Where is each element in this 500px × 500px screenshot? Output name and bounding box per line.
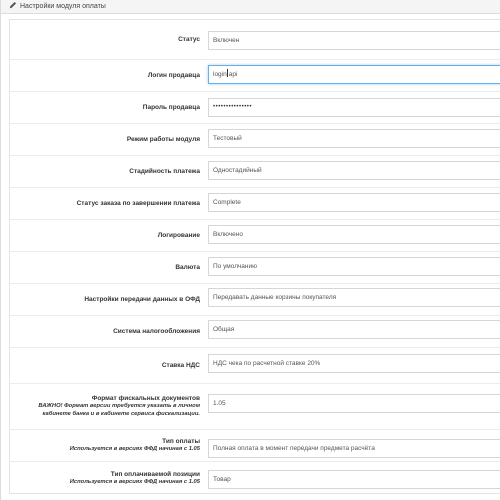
order-status-label: Статус заказа по завершении платежа — [76, 199, 200, 207]
position-type-select[interactable]: Товар — [208, 470, 500, 489]
ffd-format-note-line-2: кабинете банка и в кабинете сервиса фискализации. — [42, 410, 200, 417]
ofd-label: Настройки передачи данных в ОФД — [84, 295, 200, 303]
payment-type-note: Используется в версиях ФФД начиная с 1.05 — [69, 445, 200, 452]
position-type-label-group — [70, 462, 200, 495]
form-row-currency — [10, 252, 500, 284]
mode-label: Режим работы модуля — [126, 135, 200, 143]
stages-select[interactable]: Одностадийный — [208, 161, 500, 180]
order-status-select[interactable]: Complete — [208, 193, 500, 212]
login-value-after-caret: api — [228, 71, 238, 78]
login-input[interactable] — [208, 65, 500, 84]
ofd-select[interactable]: Передавать данные корзины покупателя — [208, 288, 500, 307]
stages-label: Стадийность платежа — [129, 167, 200, 175]
position-type-note: Используется в версиях ФФД начиная с 1.05 — [69, 478, 200, 485]
payment-type-label: Тип оплаты — [162, 437, 200, 445]
form-row-tax-system — [10, 316, 500, 348]
vat-select[interactable]: НДС чека по расчетной ставке 20% — [208, 354, 500, 373]
form-row-ofd — [10, 284, 500, 316]
tax-system-select[interactable]: Общая — [208, 320, 500, 339]
ffd-format-select[interactable]: 1.05 — [208, 394, 500, 413]
form-row-mode — [10, 124, 500, 156]
form-row-login — [10, 60, 500, 92]
status-select[interactable]: Включен — [208, 31, 500, 50]
password-input[interactable]: ••••••••••••••• — [208, 98, 500, 117]
logging-label: Логирование — [157, 231, 200, 239]
ffd-format-label-group — [38, 384, 200, 429]
payment-type-select[interactable]: Полная оплата в момент передачи предмета расчёта — [208, 439, 500, 458]
form-row-payment-type — [10, 430, 500, 462]
login-value-before-caret: login — [213, 71, 227, 78]
form-row-position-type — [10, 462, 500, 495]
position-type-label: Тип оплачиваемой позиции — [110, 470, 200, 478]
form-row-password — [10, 92, 500, 124]
payment-type-label-group — [70, 430, 200, 461]
form-row-order-status — [10, 188, 500, 220]
status-label: Статус — [178, 35, 200, 43]
vat-label: Ставка НДС — [161, 361, 200, 369]
form-row-vat — [10, 348, 500, 384]
tax-system-label: Система налогообложения — [113, 327, 200, 335]
form-row-stages — [10, 156, 500, 188]
ffd-format-label: Формат фискальных документов — [91, 395, 200, 402]
form-row-status — [10, 20, 500, 60]
mode-select[interactable]: Тестовый — [208, 129, 500, 148]
login-label: Логин продавца — [147, 71, 200, 79]
settings-form — [9, 19, 500, 494]
form-row-logging — [10, 220, 500, 252]
currency-select[interactable]: По умолчанию — [208, 257, 500, 276]
password-label: Пароль продавца — [142, 103, 200, 111]
ffd-format-note-line-1: ВАЖНО! Формат версии требуется указать в личном — [38, 403, 200, 409]
currency-label: Валюта — [175, 263, 200, 271]
pencil-icon — [9, 1, 17, 9]
form-row-ffd-format — [10, 384, 500, 430]
panel-title: Настройки модуля оплаты — [20, 3, 106, 10]
panel-heading — [1, 0, 500, 14]
logging-select[interactable]: Включено — [208, 225, 500, 244]
